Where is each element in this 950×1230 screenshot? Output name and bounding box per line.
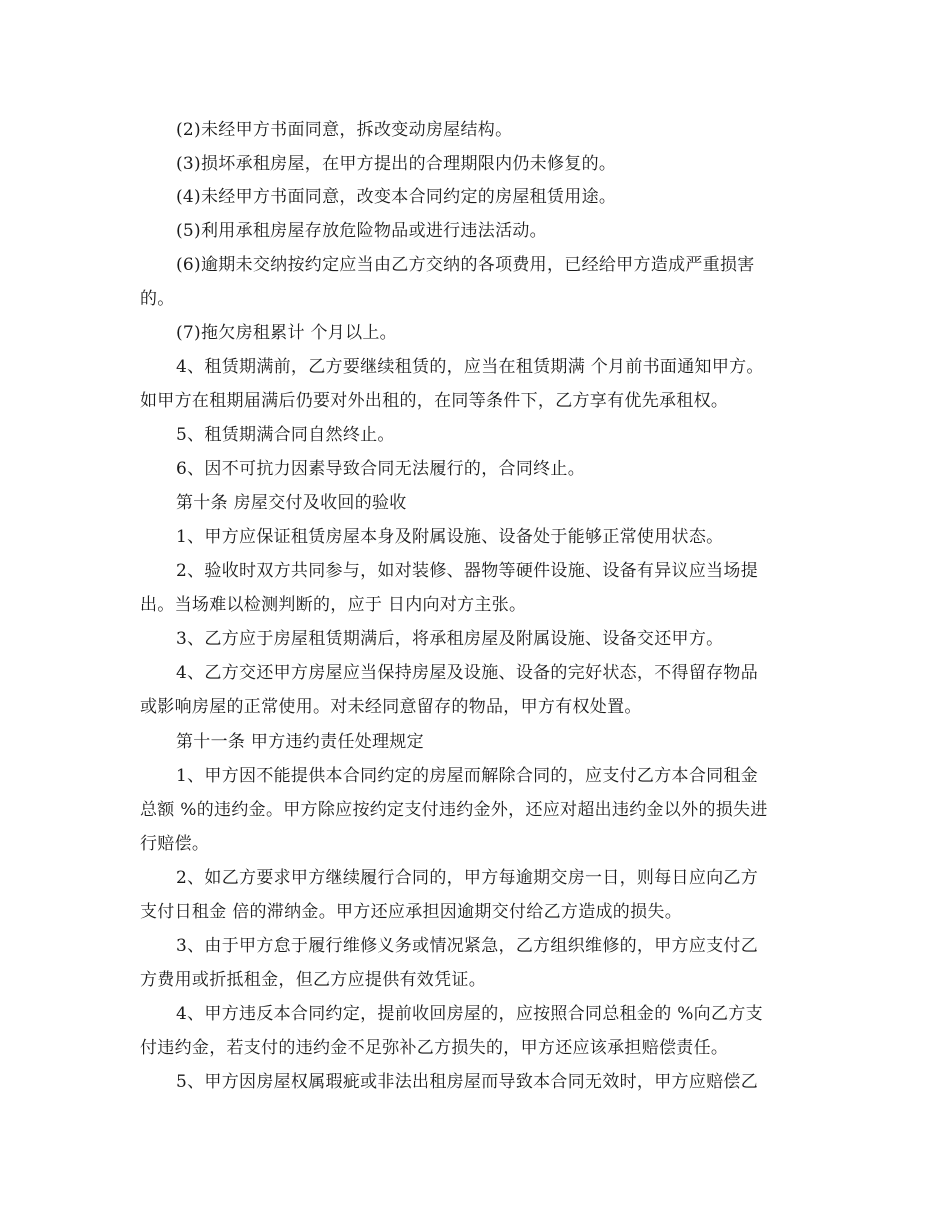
text-line: 支付日租金 倍的滞纳金。甲方还应承担因逾期交付给乙方造成的损失。	[140, 902, 683, 922]
text-line: (2)未经甲方书面同意，拆改变动房屋结构。	[176, 120, 513, 140]
text-line: 6、因不可抗力因素导致合同无法履行的，合同终止。	[176, 459, 586, 479]
text-line: 或影响房屋的正常使用。对未经同意留存的物品，甲方有权处置。	[140, 697, 642, 717]
text-line: 3、乙方应于房屋租赁期满后，将承租房屋及附属设施、设备交还甲方。	[176, 629, 724, 649]
text-line: 5、租赁期满合同自然终止。	[176, 425, 395, 445]
text-line: 行赔偿。	[140, 834, 210, 854]
text-line: 出。当场难以检测判断的，应于 日内向对方主张。	[140, 595, 527, 615]
text-line: 2、如乙方要求甲方继续履行合同的，甲方每逾期交房一日，则每日应向乙方	[176, 868, 759, 888]
text-line: (4)未经甲方书面同意，改变本合同约定的房屋租赁用途。	[176, 187, 617, 207]
section-heading: 第十一条 甲方违约责任处理规定	[176, 732, 424, 752]
text-line: 5、甲方因房屋权属瑕疵或非法出租房屋而导致本合同无效时，甲方应赔偿乙	[176, 1072, 759, 1092]
text-line: (6)逾期未交纳按约定应当由乙方交纳的各项费用，已经给甲方造成严重损害	[176, 255, 755, 275]
text-line: 4、乙方交还甲方房屋应当保持房屋及设施、设备的完好状态，不得留存物品	[176, 663, 759, 683]
text-line: 3、由于甲方怠于履行维修义务或情况紧急，乙方组织维修的，甲方应支付乙	[176, 936, 759, 956]
text-line: 方费用或折抵租金，但乙方应提供有效凭证。	[140, 970, 486, 990]
text-line: 1、甲方应保证租赁房屋本身及附属设施、设备处于能够正常使用状态。	[176, 527, 724, 547]
text-line: 4、租赁期满前，乙方要继续租赁的，应当在租赁期满 个月前书面通知甲方。	[176, 357, 764, 377]
text-line: 2、验收时双方共同参与，如对装修、器物等硬件设施、设备有异议应当场提	[176, 561, 759, 581]
text-line: (5)利用承租房屋存放危险物品或进行违法活动。	[176, 221, 547, 241]
text-line: 付违约金，若支付的违约金不足弥补乙方损失的，甲方还应该承担赔偿责任。	[140, 1038, 729, 1058]
text-line: (7)拖欠房租累计 个月以上。	[176, 323, 397, 343]
text-line: 4、甲方违反本合同约定，提前收回房屋的，应按照合同总租金的 %向乙方支	[176, 1004, 763, 1024]
text-line: 的。	[140, 289, 175, 309]
text-line: 如甲方在租期届满后仍要对外出租的，在同等条件下，乙方享有优先承租权。	[140, 391, 729, 411]
text-line: (3)损坏承租房屋，在甲方提出的合理期限内仍未修复的。	[176, 154, 617, 174]
text-line: 总额 %的违约金。甲方除应按约定支付违约金外，还应对超出违约金以外的损失进	[140, 800, 768, 820]
text-line: 1、甲方因不能提供本合同约定的房屋而解除合同的，应支付乙方本合同租金	[176, 766, 759, 786]
section-heading: 第十条 房屋交付及收回的验收	[176, 493, 407, 513]
